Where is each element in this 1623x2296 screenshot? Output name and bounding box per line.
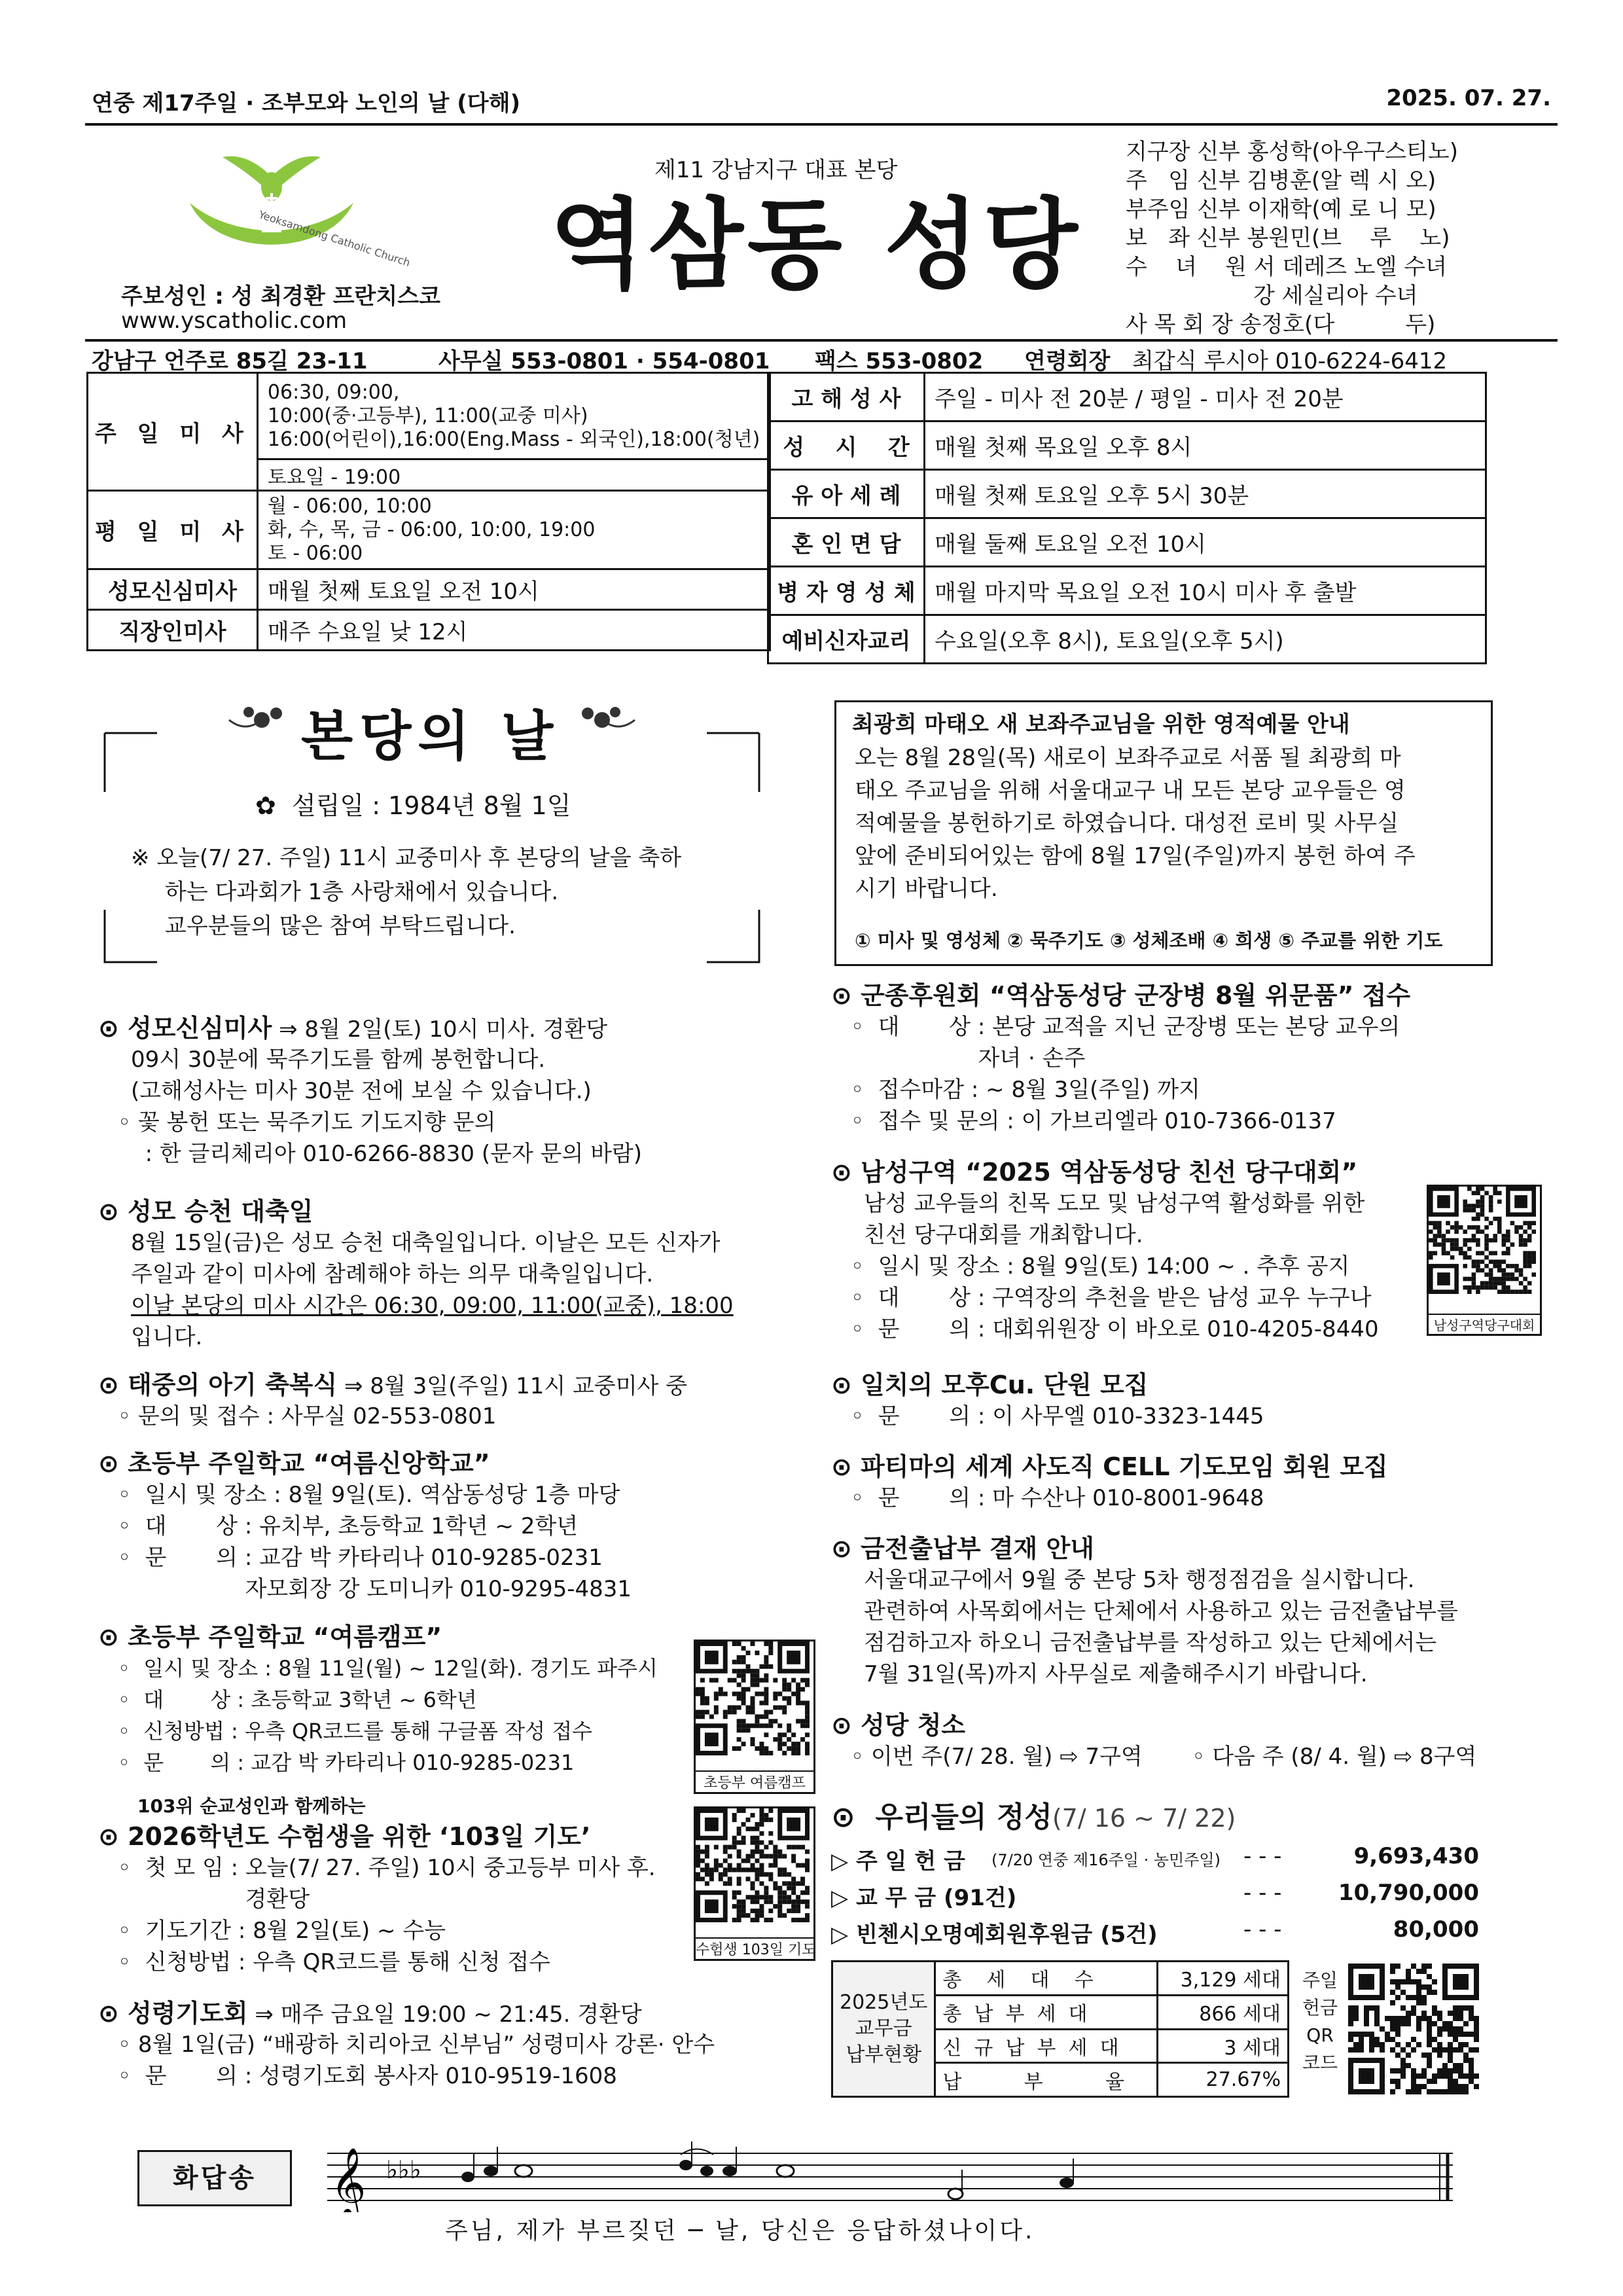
- qr-caption: 초등부 여름캠프: [696, 1770, 813, 1792]
- section-line: 관련하여 사목회에서는 단체에서 사용하고 있는 금전출납부를: [864, 1598, 1458, 1624]
- fax: 팩스 553-0802: [815, 348, 984, 374]
- offering-section: [831, 1793, 1486, 1953]
- section-title: ⊙ 파티마의 세계 사도직 CELL 기도모임 회원 모집: [831, 1452, 1388, 1481]
- offering-rows: [831, 1843, 1486, 1953]
- clergy-line: 주 임 신부 김병훈(알 렉 시 오): [1126, 168, 1436, 194]
- section-line: 점검하고자 하오니 금전출납부를 작성하고 있는 단체에서는: [864, 1630, 1437, 1656]
- sched-right-value: 수요일(오후 8시), 토요일(오후 5시): [925, 615, 1486, 664]
- stat-label: 총 세 대 수: [935, 1962, 1158, 1996]
- section-line: 자모회장 강 도미니카 010-9295-4831: [118, 1576, 632, 1602]
- section-line: 7월 31일(목)까지 사무실로 제출해주시기 바랍니다.: [864, 1661, 1368, 1687]
- section-assumption: [98, 1191, 734, 1353]
- flower-icon: ✿: [255, 791, 292, 820]
- section-holy-spirit-prayer: [98, 1993, 715, 2092]
- section-line: ◦ 일시 및 장소 : 8월 11일(월) ~ 12일(화). 경기도 파주시: [118, 1656, 658, 1681]
- sched-right-value: 매월 둘째 토요일 오전 10시: [925, 518, 1486, 567]
- section-line: 경환당: [118, 1886, 310, 1912]
- qr-code-icon: [1429, 1187, 1536, 1294]
- stat-label: 신 규 납 부 세 대: [935, 2029, 1158, 2063]
- issue-date: 2025. 07. 27.: [1386, 85, 1551, 111]
- section-title: ⊙ 성모신심미사 ⇒ 8월 2일(토) 10시 미사. 경환당: [98, 1014, 608, 1043]
- offering-title: ⊙ 우리들의 정성(7/ 16 ~ 7/ 22): [831, 1801, 1236, 1834]
- section-line: 이날 본당의 미사 시간은 06:30, 09:00, 11:00(교중), 18:00: [131, 1293, 734, 1319]
- section-line: ◦ 문 의 : 성령기도회 봉사자 010-9519-1608: [118, 2063, 617, 2089]
- parish-day-title: 본당의 날: [301, 706, 560, 768]
- sched-right-label: 고 해 성 사: [768, 373, 925, 422]
- bullet-icon: ⊙: [831, 1452, 861, 1481]
- qr-sunday-offering[interactable]: [1348, 1964, 1479, 2094]
- section-unborn-blessing: [98, 1365, 687, 1432]
- section-title: ⊙ 남성구역 “2025 역삼동성당 친선 당구대회”: [831, 1158, 1358, 1187]
- office-phone: 사무실 553-0801 · 554-0801: [438, 348, 770, 374]
- section-line: (고해성사는 미사 30분 전에 보실 수 있습니다.): [131, 1078, 592, 1104]
- bullet-icon: ⊙: [98, 1822, 128, 1851]
- qr-code-icon: [696, 1808, 810, 1922]
- bullet-icon: ⊙: [831, 1158, 861, 1187]
- notice-line: 하는 다과회가 1층 사랑채에서 있습니다.: [165, 879, 559, 905]
- bullet-icon: ⊙: [831, 1801, 876, 1834]
- worker-mass-label: 직장인미사: [88, 610, 258, 651]
- contact-rule-top: [85, 339, 1558, 342]
- section-line: ◦ 일시 및 장소 : 8월 9일(토). 역삼동성당 1층 마당: [118, 1482, 620, 1508]
- section-ledger-audit: [831, 1528, 1458, 1690]
- sched-right-label: 예비신자교리: [768, 615, 925, 664]
- stat-label: 총 납 부 세 대: [935, 1995, 1158, 2029]
- stat-label: 납 부 율: [935, 2063, 1158, 2097]
- church-logo: [177, 141, 412, 272]
- sacrament-schedule-table: [767, 372, 1487, 664]
- section-line: ◦ 8월 1일(금) “배광하 치리아코 신부님” 성령미사 강론· 안수: [118, 2032, 715, 2058]
- section-line: 09시 30분에 묵주기도를 함께 봉헌합니다.: [131, 1047, 546, 1073]
- offering-row: ▷ 주 일 헌 금 (7/20 연중 제16주일 · 농민주일) - - - 9,693,430: [831, 1843, 1479, 1874]
- section-title: ⊙ 태중의 아기 축복식 ⇒ 8월 3일(주일) 11시 교중미사 중: [98, 1371, 688, 1399]
- section-line: ◦ 접수 및 문의 : 이 가브리엘라 010-7366-0137: [851, 1108, 1336, 1134]
- logo-arc-text: Yeoksamdong Catholic Church: [257, 208, 412, 269]
- section-line: 입니다.: [131, 1324, 203, 1350]
- website-link[interactable]: www.yscatholic.com: [121, 308, 348, 334]
- founded-date-text: 설립일 : 1984년 8월 1일: [292, 791, 571, 820]
- offering-row: ▷ 빈첸시오명예회원후원금 (5건) - - - 80,000: [831, 1916, 1479, 1948]
- offering-row: ▷ 교 무 금 (91건) - - - 10,790,000: [831, 1880, 1479, 1911]
- prayer-line: 적예물을 봉헌하기로 하였습니다. 대성전 로비 및 사무실: [855, 810, 1399, 836]
- funeral-assoc-contact: 최갑식 루시아 010-6224-6412: [1132, 348, 1448, 374]
- section-exam-prayer: [98, 1816, 656, 1978]
- sched-right-label: 성 시 간: [768, 422, 925, 470]
- marian-mass-label: 성모신심미사: [88, 569, 258, 610]
- section-line: ◦ 문 의 : 마 수산나 010-8001-9648: [851, 1485, 1264, 1511]
- section-line: ◦ 일시 및 장소 : 8월 9일(토) 14:00 ~ . 추후 공지: [851, 1253, 1350, 1280]
- section-line: ◦ 신청방법 : 우측 QR코드를 통해 신청 접수: [118, 1949, 551, 1975]
- bullet-icon: ⊙: [98, 1197, 128, 1226]
- music-staff-icon: [327, 2140, 1453, 2212]
- masthead-subtitle: 제11 강남지구 대표 본당: [654, 157, 898, 183]
- svg-text:♭♭♭: ♭♭♭: [386, 2155, 421, 2184]
- prayer-line: 태오 주교님을 위해 서울대교구 내 모든 본당 교우들은 영: [855, 778, 1406, 804]
- section-line: ◦ 첫 모 임 : 오늘(7/ 27. 주일) 10시 중고등부 미사 후.: [118, 1855, 656, 1881]
- section-title: ⊙ 성모 승천 대축일: [98, 1197, 313, 1226]
- section-fatima-cell: [831, 1446, 1388, 1514]
- bullet-icon: ⊙: [98, 1371, 128, 1399]
- liturgical-day: 연중 제17주일 · 조부모와 노인의 날 (다해): [92, 90, 520, 117]
- sched-right-label: 혼 인 면 담: [768, 518, 925, 567]
- bullet-icon: ⊙: [831, 1371, 861, 1399]
- prayer-line: 시기 바랍니다.: [855, 876, 998, 902]
- sched-right-value: 매월 마지막 목요일 오전 10시 미사 후 출발: [925, 567, 1486, 615]
- psalm-label: 화답송: [137, 2150, 292, 2206]
- patron-saint: 주보성인 : 성 최경환 프란치스코: [121, 283, 440, 310]
- weekday-mass-line: 토 - 06:00: [267, 541, 363, 565]
- clergy-list: [1126, 137, 1458, 339]
- stat-value: 866 세대: [1158, 1995, 1289, 2029]
- parish-day-notice: [131, 841, 681, 943]
- address: 강남구 언주로 85길 23-11: [92, 348, 368, 374]
- dove-logo-icon: [177, 141, 366, 272]
- section-church-cleaning: [831, 1705, 1476, 1772]
- section-line: ◦ 기도기간 : 8월 2일(토) ~ 수능: [118, 1918, 446, 1944]
- section-line: ◦ 대 상 : 구역장의 추천을 받은 남성 교우 누구나: [851, 1285, 1372, 1311]
- section-line: 8월 15일(금)은 성모 승천 대축일입니다. 이날은 모든 신자가: [131, 1230, 721, 1256]
- bullet-icon: ⊙: [831, 1534, 861, 1563]
- clergy-line: 사 목 회 장 송정호(다 두): [1126, 312, 1436, 338]
- bullet-icon: ⊙: [98, 1999, 128, 2028]
- psalm-staff: [327, 2140, 1453, 2212]
- clergy-line: 부주임 신부 이재학(예 로 니 모): [1126, 196, 1436, 223]
- funeral-assoc-label: 연령회장: [1024, 348, 1111, 374]
- sched-right-value: 매월 첫째 토요일 오후 5시 30분: [925, 470, 1486, 518]
- mass-schedule-table: [86, 372, 771, 651]
- qr-exam-prayer[interactable]: [694, 1806, 815, 1961]
- qr-summer-camp[interactable]: [694, 1640, 815, 1794]
- marian-mass-time: 매월 첫째 토요일 오전 10시: [257, 569, 770, 610]
- section-military-support: [831, 975, 1410, 1137]
- bullet-icon: ⊙: [831, 1711, 861, 1740]
- clergy-line: 지구장 신부 홍성학(아우구스티노): [1126, 139, 1458, 165]
- pledge-stats-label: 2025년도 교무금 납부현황: [832, 1962, 935, 2097]
- section-line: ◦ 이번 주(7/ 28. 월) ⇨ 7구역 ◦ 다음 주 (8/ 4. 월) ⇨ 8구역: [851, 1744, 1477, 1770]
- sunday-mass-line: 06:30, 09:00,: [267, 380, 400, 404]
- bullet-icon: ⊙: [98, 1014, 128, 1043]
- section-title: ⊙ 성령기도회 ⇒ 매주 금요일 19:00 ~ 21:45. 경환당: [98, 1999, 642, 2028]
- pledge-stats-table: [831, 1960, 1289, 2098]
- section-line: ◦ 신청방법 : 우측 QR코드를 통해 구글폼 작성 접수: [118, 1719, 593, 1744]
- section-line: ◦ 대 상 : 초등학교 3학년 ~ 6학년: [118, 1687, 477, 1712]
- section-line: 남성 교우들의 친목 도모 및 남성구역 활성화를 위한: [864, 1191, 1365, 1217]
- founded-date: [255, 785, 571, 821]
- bullet-icon: ⊙: [98, 1623, 128, 1651]
- sunday-mass-line: 10:00(중·고등부), 11:00(교중 미사): [267, 404, 588, 427]
- prayer-line: 오는 8월 28일(목) 새로이 보좌주교로 서품 될 최광희 마: [855, 745, 1401, 771]
- sched-right-label: 병 자 영 성 체: [768, 567, 925, 615]
- bishop-prayer-body: [855, 742, 1416, 905]
- qr-code-icon: [1348, 1964, 1479, 2094]
- section-line: ◦ 문 의 : 이 사무엘 010-3323-1445: [851, 1403, 1264, 1429]
- bishop-prayer-items: ① 미사 및 영성체 ② 묵주기도 ③ 성체조배 ④ 희생 ⑤ 주교를 위한 기도: [855, 929, 1443, 952]
- section-legion-recruit: [831, 1365, 1264, 1432]
- section-title: ⊙ 성당 청소: [831, 1711, 966, 1740]
- section-line: ◦ 문 의 : 교감 박 카타리나 010-9285-0231: [118, 1545, 603, 1571]
- section-line: ◦ 문 의 : 교감 박 카타리나 010-9285-0231: [118, 1750, 575, 1775]
- section-billiards: [831, 1152, 1379, 1345]
- section-line: ◦ 문의 및 접수 : 사무실 02-553-0801: [118, 1403, 497, 1429]
- stat-value: 3,129 세대: [1158, 1962, 1289, 1996]
- section-title: ⊙ 금전출납부 결재 안내: [831, 1534, 1094, 1563]
- martyrs-caption: 103위 순교성인과 함께하는: [137, 1795, 366, 1817]
- section-summer-camp: [98, 1617, 658, 1778]
- sched-right-value: 매월 첫째 목요일 오후 8시: [925, 422, 1486, 470]
- section-line: ◦ 대 상 : 본당 교적을 지닌 군장병 또는 본당 교우의: [851, 1014, 1400, 1040]
- weekday-mass-line: 화, 수, 목, 금 - 06:00, 10:00, 19:00: [267, 518, 596, 541]
- section-summer-faith-school: [98, 1443, 632, 1605]
- qr-caption: 남성구역당구대회: [1429, 1314, 1540, 1334]
- svg-text:𝄞: 𝄞: [330, 2147, 366, 2212]
- bishop-prayer-box: [834, 700, 1493, 966]
- worker-mass-time: 매주 수요일 낮 12시: [257, 610, 770, 651]
- notice-line: ※ 오늘(7/ 27. 주일) 11시 교중미사 후 본당의 날을 축하: [131, 845, 682, 871]
- section-line: 주일과 같이 미사에 참례해야 하는 의무 대축일입니다.: [131, 1261, 654, 1287]
- bishop-prayer-title: 최광희 마태오 새 보좌주교님을 위한 영적예물 안내: [852, 711, 1350, 738]
- sched-right-value: 주일 - 미사 전 20분 / 평일 - 미사 전 20분: [925, 373, 1486, 422]
- sunday-mass-times: [257, 373, 770, 459]
- saturday-mass: 토요일 - 19:00: [257, 459, 770, 491]
- section-title: ⊙ 2026학년도 수험생을 위한 ‘103일 기도’: [98, 1822, 591, 1851]
- section-line: : 한 글리체리아 010-6266-8830 (문자 문의 바람): [131, 1141, 643, 1167]
- stat-value: 27.67%: [1158, 2063, 1289, 2097]
- clergy-line: 보 좌 신부 봉원민(브 루 노): [1126, 225, 1450, 251]
- weekday-mass-line: 월 - 06:00, 10:00: [267, 494, 432, 518]
- stat-value: 3 세대: [1158, 2029, 1289, 2063]
- sunday-mass-line: 16:00(어린이),16:00(Eng.Mass - 외국인),18:00(청년): [267, 427, 760, 451]
- section-title: ⊙ 군종후원회 “역삼동성당 군장병 8월 위문품” 접수: [831, 981, 1411, 1010]
- qr-billiards[interactable]: [1427, 1185, 1542, 1336]
- qr-caption: 수험생 103일 기도: [696, 1937, 813, 1959]
- parish-day-box: [98, 694, 766, 982]
- section-marian-mass: [98, 1008, 642, 1170]
- section-line: 서울대교구에서 9월 중 본당 5차 행정점검을 실시합니다.: [864, 1567, 1415, 1593]
- weekday-mass-label: 평 일 미 사: [88, 491, 258, 569]
- parish-title: 역삼동 성당: [550, 188, 1082, 302]
- section-line: ◦ 문 의 : 대회위원장 이 바오로 010-4205-8440: [851, 1316, 1379, 1342]
- section-title: ⊙ 초등부 주일학교 “여름신앙학교”: [98, 1449, 490, 1478]
- prayer-line: 앞에 준비되어있는 함에 8월 17일(주일)까지 봉헌 하여 주: [855, 843, 1416, 869]
- sched-right-label: 유 아 세 례: [768, 470, 925, 518]
- section-line: 자녀 · 손주: [851, 1045, 1086, 1071]
- section-line: 친선 당구대회를 개최합니다.: [864, 1222, 1143, 1248]
- section-line: ◦ 접수마감 : ~ 8월 3일(주일) 까지: [851, 1077, 1200, 1103]
- weekday-mass-times: [257, 491, 770, 569]
- qr-code-icon: [696, 1641, 810, 1755]
- section-line: ◦ 대 상 : 유치부, 초등학교 1학년 ~ 2학년: [118, 1513, 579, 1539]
- section-title: ⊙ 초등부 주일학교 “여름캠프”: [98, 1623, 442, 1651]
- sunday-mass-label: 주 일 미 사: [88, 373, 258, 491]
- section-title: ⊙ 일치의 모후Cu. 단원 모집: [831, 1371, 1149, 1399]
- bullet-icon: ⊙: [831, 981, 861, 1010]
- clergy-line: 강 세실리아 수녀: [1253, 283, 1418, 309]
- psalm-lyrics: 주님, 제가 부르짖던 ─ 날, 당신은 응답하셨나이다.: [445, 2217, 1035, 2244]
- offering-qr-label: 주일 헌금 QR 코드: [1302, 1969, 1338, 2073]
- top-rule: [85, 123, 1558, 126]
- bullet-icon: ⊙: [98, 1449, 128, 1478]
- notice-line: 교우분들의 많은 참여 부탁드립니다.: [165, 913, 516, 939]
- section-line: ◦ 꽃 봉헌 또는 묵주기도 기도지향 문의: [118, 1109, 496, 1136]
- clergy-line: 수 녀 원 서 데레즈 노엘 수녀: [1126, 254, 1447, 280]
